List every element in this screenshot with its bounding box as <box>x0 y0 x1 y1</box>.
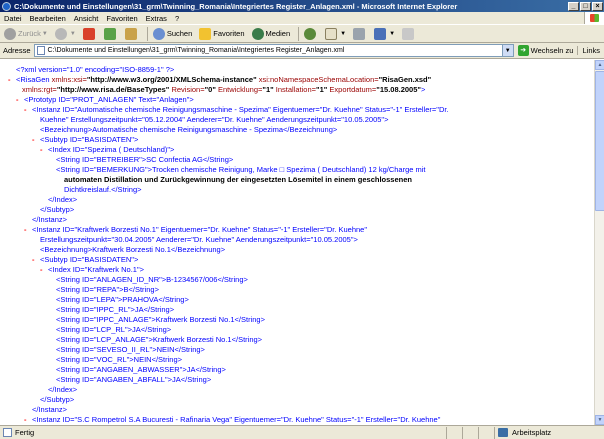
status-bar <box>0 425 604 439</box>
xml-line: <String ID="LCP_RL">JA</String> <box>56 325 172 334</box>
search-icon <box>153 28 165 40</box>
chevron-down-icon: ▼ <box>41 30 48 37</box>
stop-button[interactable] <box>81 26 99 42</box>
xml-line: <String ID="IPPC_RL">JA</String> <box>56 305 175 314</box>
menu-bearbeiten[interactable]: Bearbeiten <box>29 13 66 23</box>
title-bar <box>0 0 604 12</box>
edit-icon <box>374 28 386 40</box>
status-cell <box>446 427 462 439</box>
history-icon <box>304 28 316 40</box>
history-button[interactable] <box>302 26 320 42</box>
collapse-toggle[interactable]: - <box>8 75 11 84</box>
zone-label: Arbeitsplatz <box>512 428 552 437</box>
scroll-thumb[interactable] <box>595 71 604 211</box>
maximize-button[interactable]: □ <box>580 2 591 11</box>
address-label: Adresse <box>3 46 31 55</box>
menu-ansicht[interactable]: Ansicht <box>73 13 99 23</box>
xml-line: automaten Distillation und Zurückgewinnung der eingesetzten Lösemitel in einem geschlossenen <box>64 175 412 184</box>
media-button[interactable] <box>250 26 293 42</box>
status-text: Fertig <box>15 428 35 437</box>
xml-line: <String ID="SEVESO_II_RL">NEIN</String> <box>56 345 205 354</box>
menu-datei[interactable]: Datei <box>4 13 22 23</box>
xml-line: - <Index ID="Kraftwerk No.1"> <box>40 265 144 274</box>
xml-content <box>0 60 594 425</box>
xml-line: <Bezeichnung>Kraftwerk Borzesti No.1</Bezeichnung> <box>40 245 226 254</box>
close-button[interactable]: × <box>592 2 603 11</box>
xml-line: - <RisaGen xmlns:xsi="http://www.w3.org/2001/XMLSchema-instance" xsi:noNamespaceSchemaLocation="RisaGen.xsd" <box>8 75 432 84</box>
refresh-icon <box>104 28 116 40</box>
edit-button[interactable] <box>372 26 397 42</box>
status-cell <box>462 427 478 439</box>
mail-icon <box>325 28 337 40</box>
go-label: Wechseln zu <box>530 46 574 55</box>
xml-line: <String ID="ANLAGEN_ID_NR">B-1234567/006</String> <box>56 275 248 284</box>
xml-line: <String ID="BETREIBER">SC Confectia AG</String> <box>56 155 234 164</box>
collapse-toggle[interactable]: - <box>40 265 43 274</box>
discuss-icon <box>402 28 414 40</box>
page-icon <box>3 428 12 437</box>
xml-line: Dichtkreislauf.</String> <box>64 185 142 194</box>
search-label: Suchen <box>166 29 193 38</box>
xml-line: </Index> <box>48 385 78 394</box>
favorites-button[interactable] <box>197 26 246 42</box>
xml-line: - <Prototyp ID="PROT_ANLAGEN" Text="Anlagen"> <box>16 95 194 104</box>
xml-line: </Index> <box>48 195 78 204</box>
xml-line: - <Instanz ID="S.C Rompetrol S.A Bucuresti - Rafinaria Vega" Eigentuemer="Dr. Kuehne" Status="-1" Ersteller="Dr. Kuehne" <box>24 415 441 424</box>
vertical-scrollbar[interactable] <box>594 60 604 425</box>
xml-line: - <Index ID="Spezima ( Deutschland)"> <box>40 145 175 154</box>
forward-arrow-icon <box>55 28 67 40</box>
home-icon <box>125 28 137 40</box>
xml-line: - <Subtyp ID="BASISDATEN"> <box>32 255 139 264</box>
security-zone <box>494 427 604 439</box>
xml-line: <Bezeichnung>Automatische chemische Reinigungsmaschine - Spezima</Bezeichnung> <box>40 125 338 134</box>
toolbar <box>0 25 604 43</box>
star-icon <box>199 28 211 40</box>
links-button[interactable]: Links <box>577 46 600 55</box>
xml-line: - <Subtyp ID="BASISDATEN"> <box>32 135 139 144</box>
xml-line: <String ID="ANGABEN_ABFALL">JA</String> <box>56 375 212 384</box>
address-input[interactable] <box>34 44 503 57</box>
collapse-toggle[interactable]: - <box>32 135 35 144</box>
xml-declaration: <?xml version="1.0" encoding="ISO-8859-1" ?> <box>16 65 175 74</box>
go-arrow-icon: ➜ <box>518 45 529 56</box>
window-title: C:\Dokumente und Einstellungen\31_grm\Twinning_Romania\Integriertes Register_Anlagen.xml - Microsoft Internet Explorer <box>14 1 458 11</box>
xml-line: <String ID="ANGABEN_ABWASSER">JA</String> <box>56 365 226 374</box>
xml-line: </Instanz> <box>32 215 68 224</box>
forward-button[interactable] <box>53 26 78 42</box>
mail-button[interactable] <box>323 26 348 42</box>
xml-line: xmlns:rgt="http://www.risa.de/BaseTypes" Revision="0" Entwicklung="1" Installation="1" Exportdatum="15.08.2005"> <box>22 85 426 94</box>
toolbar-separator <box>147 27 148 41</box>
menu-bar <box>0 12 604 25</box>
refresh-button[interactable] <box>102 26 120 42</box>
status-cell <box>478 427 494 439</box>
xml-line: Kuehne" Erstellungszeitpunkt="05.12.2004" Aenderer="Dr. Kuehne" Aenderungszeitpunkt="10.05.2005"> <box>40 115 389 124</box>
back-button[interactable] <box>2 26 50 42</box>
xml-line: </Subtyp> <box>40 205 75 214</box>
go-button[interactable] <box>518 45 574 56</box>
xml-line: </Subtyp> <box>40 395 75 404</box>
address-value: C:\Dokumente und Einstellungen\31_grm\Twinning_Romania\Integriertes Register_Anlagen.xml <box>47 47 345 54</box>
media-icon <box>252 28 264 40</box>
menu-favoriten[interactable]: Favoriten <box>106 13 138 23</box>
minimize-button[interactable]: _ <box>568 2 579 11</box>
menu-extras[interactable]: Extras <box>145 13 167 23</box>
windows-logo-icon <box>584 12 604 24</box>
chevron-down-icon: ▼ <box>389 30 396 37</box>
chevron-down-icon: ▼ <box>340 30 347 37</box>
favorites-label: Favoriten <box>213 29 245 38</box>
xml-line: <String ID="VOC_RL">NEIN</String> <box>56 355 183 364</box>
menu-help[interactable]: ? <box>174 13 180 23</box>
xml-line: <String ID="IPPC_ANLAGE">Kraftwerk Borzesti No.1</String> <box>56 315 265 324</box>
collapse-toggle[interactable]: - <box>16 95 19 104</box>
chevron-down-icon: ▼ <box>69 30 76 37</box>
xml-line: <String ID="BEMERKUNG">Trocken chemische Reinigung, Marke □ Spezima ( Deutschland) 12 kg/Charge mit <box>56 165 426 174</box>
xml-line: </Instanz> <box>32 405 68 414</box>
scroll-down-button[interactable]: ▼ <box>595 415 604 425</box>
toolbar-separator <box>298 27 299 41</box>
discuss-button[interactable] <box>400 26 418 42</box>
back-arrow-icon <box>4 28 16 40</box>
home-button[interactable] <box>123 26 141 42</box>
print-icon <box>353 28 365 40</box>
collapse-toggle[interactable]: - <box>40 145 43 154</box>
collapse-toggle[interactable]: - <box>24 415 27 424</box>
collapse-toggle[interactable]: - <box>24 105 27 114</box>
stop-icon <box>83 28 95 40</box>
xml-line: <String ID="REPA">B</String> <box>56 285 159 294</box>
media-label: Medien <box>265 29 291 38</box>
computer-icon <box>498 428 508 437</box>
print-button[interactable] <box>351 26 369 42</box>
xml-line: <String ID="LCP_ANLAGE">Kraftwerk Borzesti No.1</String> <box>56 335 263 344</box>
xml-line: Erstellungszeitpunkt="30.04.2005" Aenderer="Dr. Kuehne" Aenderungszeitpunkt="10.05.2005"> <box>40 235 358 244</box>
address-dropdown-button[interactable]: ▼ <box>503 44 514 57</box>
collapse-toggle[interactable]: - <box>32 255 35 264</box>
ie-icon <box>2 2 11 11</box>
collapse-toggle[interactable]: - <box>24 225 27 234</box>
xml-line: - <Instanz ID="Kraftwerk Borzesti No.1" Eigentuemer="Dr. Kuehne" Status="-1" Ersteller="Dr. Kuehne" <box>24 225 368 234</box>
address-bar <box>0 43 604 59</box>
back-label: Zurück <box>18 29 41 38</box>
scroll-up-button[interactable]: ▲ <box>595 60 604 70</box>
xml-line: - <Instanz ID="Automatische chemische Reinigungsmaschine - Spezima" Eigentuemer="Dr. Kuehne" Status="-1" Ersteller="Dr. <box>24 105 449 114</box>
search-button[interactable] <box>151 26 194 42</box>
xml-line: <String ID="LEPA">PRAHOVA</String> <box>56 295 189 304</box>
page-icon <box>37 46 45 55</box>
